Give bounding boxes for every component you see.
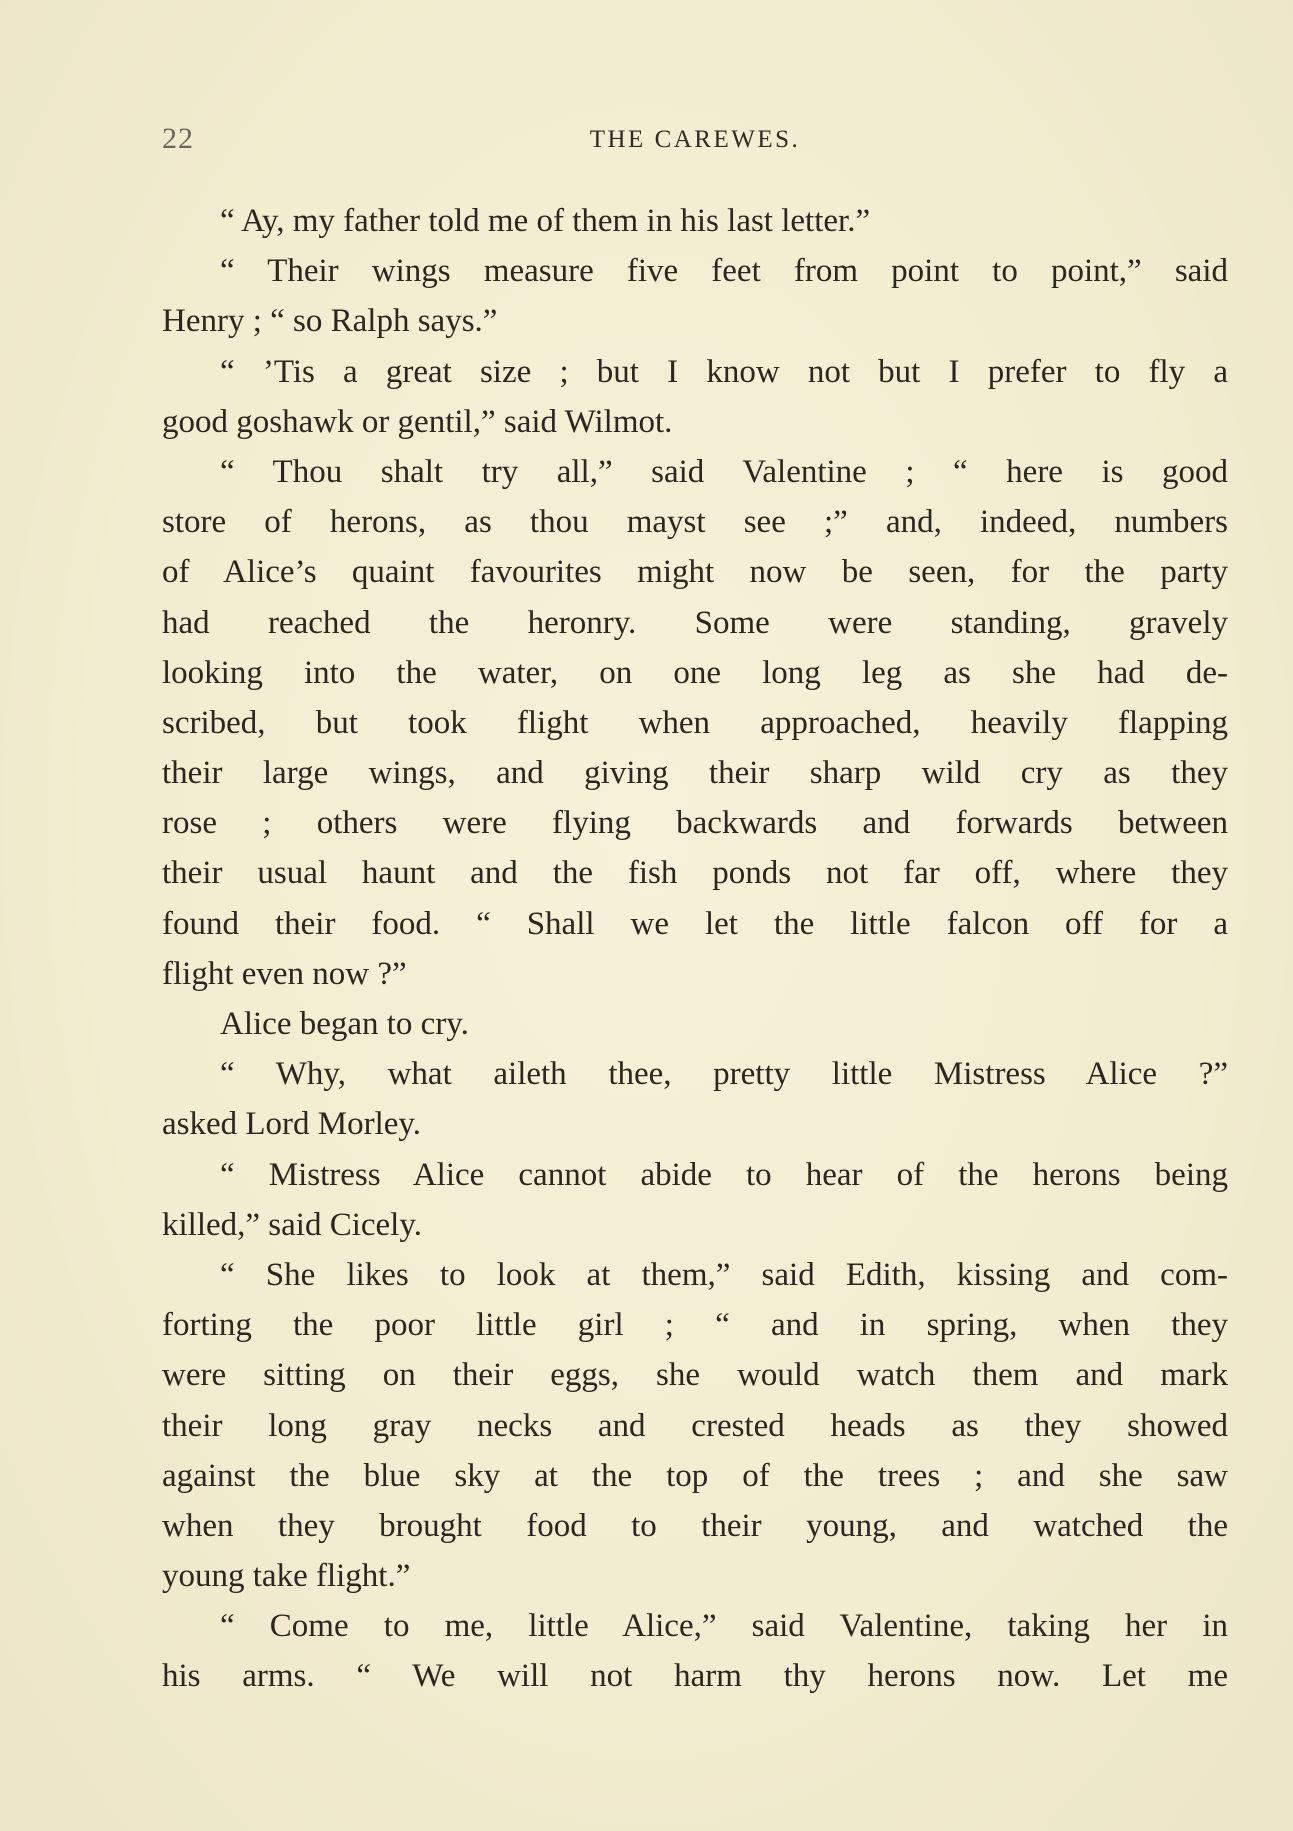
text-line: Alice began to cry. bbox=[220, 1006, 469, 1042]
text-line: “ Their wings measure five feet from point to point,” said bbox=[220, 253, 1228, 290]
text-line: “ Thou shalt try all,” said Valentine ; “ here is good bbox=[220, 453, 1228, 490]
text-line: good goshawk or gentil,” said Wilmot. bbox=[162, 403, 673, 440]
text-line: had reached the heronry. Some were standing, gravely bbox=[162, 604, 1228, 641]
text-line: their long gray necks and crested heads as they showed bbox=[162, 1407, 1228, 1444]
text-line: “ Why, what aileth thee, pretty little Mistress Alice ?” bbox=[220, 1056, 1228, 1093]
text-line: looking into the water, on one long leg as she had de- bbox=[162, 654, 1228, 691]
text-line: flight even now ?” bbox=[162, 955, 407, 992]
text-line: Henry ; “ so Ralph says.” bbox=[162, 303, 498, 340]
body-text bbox=[162, 196, 1228, 1702]
text-line: scribed, but took flight when approached, heavily flapping bbox=[162, 704, 1228, 741]
text-line: when they brought food to their young, and watched the bbox=[162, 1507, 1228, 1544]
text-line: asked Lord Morley. bbox=[162, 1106, 422, 1143]
text-line: of Alice’s quaint favourites might now be seen, for the party bbox=[162, 554, 1228, 591]
text-line: “ Come to me, little Alice,” said Valentine, taking her in bbox=[220, 1608, 1228, 1645]
text-line: his arms. “ We will not harm thy herons now. Let me bbox=[162, 1658, 1228, 1695]
text-line: “ ’Tis a great size ; but I know not but I prefer to fly a bbox=[220, 353, 1228, 390]
running-title: THE CAREWES. bbox=[589, 126, 801, 153]
text-line: their large wings, and giving their sharp wild cry as they bbox=[162, 755, 1228, 792]
text-line: “ Ay, my father told me of them in his last letter.” bbox=[220, 203, 871, 239]
page-number: 22 bbox=[162, 122, 194, 155]
text-line: “ She likes to look at them,” said Edith, kissing and com- bbox=[220, 1256, 1228, 1293]
text-line: were sitting on their eggs, she would watch them and mark bbox=[162, 1357, 1228, 1394]
text-line: “ Mistress Alice cannot abide to hear of the herons being bbox=[220, 1156, 1228, 1193]
text-line: against the blue sky at the top of the trees ; and she saw bbox=[162, 1457, 1228, 1494]
text-line: killed,” said Cicely. bbox=[162, 1206, 422, 1243]
text-line: rose ; others were flying backwards and forwards between bbox=[162, 805, 1228, 842]
text-line: forting the poor little girl ; “ and in spring, when they bbox=[162, 1307, 1228, 1344]
text-line: found their food. “ Shall we let the little falcon off for a bbox=[162, 905, 1228, 942]
running-head bbox=[162, 122, 1228, 162]
text-line: their usual haunt and the fish ponds not far off, where they bbox=[162, 855, 1228, 892]
text-line: young take flight.” bbox=[162, 1558, 411, 1595]
text-line: store of herons, as thou mayst see ;” and, indeed, numbers bbox=[162, 504, 1228, 541]
